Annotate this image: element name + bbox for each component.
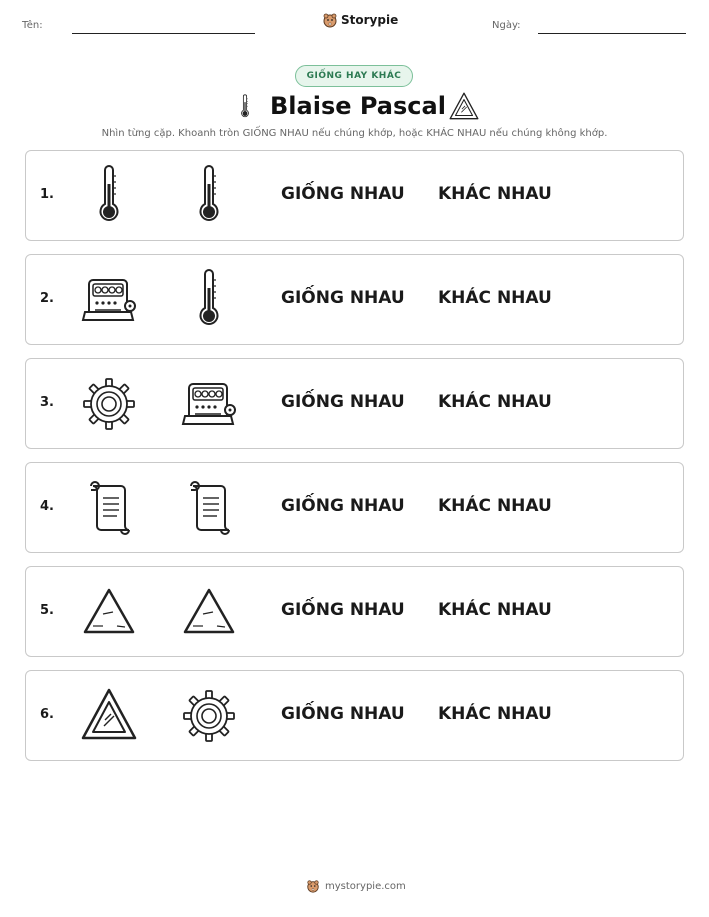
scroll-icon <box>77 476 141 540</box>
different-option[interactable]: KHÁC NHAU <box>438 600 552 620</box>
same-option[interactable]: GIỐNG NHAU <box>281 496 405 516</box>
beaver-icon <box>322 12 338 28</box>
name-line[interactable] <box>72 33 255 34</box>
question-number: 6. <box>40 707 54 722</box>
question-row <box>25 254 684 345</box>
calculator-icon <box>77 268 141 332</box>
calculator-icon <box>177 372 241 436</box>
scroll-icon <box>177 476 241 540</box>
gear-icon <box>177 684 241 748</box>
worksheet-badge: GIỐNG HAY KHÁC <box>295 65 413 87</box>
question-row <box>25 358 684 449</box>
storypie-logo <box>322 12 398 28</box>
question-row <box>25 462 684 553</box>
question-row <box>25 670 684 761</box>
question-row <box>25 566 684 657</box>
question-number: 4. <box>40 499 54 514</box>
different-option[interactable]: KHÁC NHAU <box>438 184 552 204</box>
triangle-icon <box>447 90 481 124</box>
question-number: 1. <box>40 187 54 202</box>
same-option[interactable]: GIỐNG NHAU <box>281 600 405 620</box>
question-row <box>25 150 684 241</box>
date-label: Ngày: <box>492 20 521 31</box>
same-option[interactable]: GIỐNG NHAU <box>281 704 405 724</box>
different-option[interactable]: KHÁC NHAU <box>438 496 552 516</box>
thermometer-icon <box>232 90 258 124</box>
same-option[interactable]: GIỐNG NHAU <box>281 184 405 204</box>
beaver-icon <box>306 879 320 893</box>
footer <box>306 879 406 893</box>
thermometer-icon <box>77 164 141 228</box>
question-number: 5. <box>40 603 54 618</box>
triangle-icon <box>77 580 141 644</box>
different-option[interactable]: KHÁC NHAU <box>438 392 552 412</box>
logo-text: Storypie <box>341 13 399 27</box>
page-title: Blaise Pascal <box>270 92 446 120</box>
different-option[interactable]: KHÁC NHAU <box>438 288 552 308</box>
same-option[interactable]: GIỐNG NHAU <box>281 288 405 308</box>
question-number: 3. <box>40 395 54 410</box>
gear-icon <box>77 372 141 436</box>
thermometer-icon <box>177 268 241 332</box>
footer-link[interactable]: mystorypie.com <box>325 880 406 892</box>
triangle-frame-icon <box>77 684 141 748</box>
triangle-icon <box>177 580 241 644</box>
name-label: Tên: <box>22 20 43 31</box>
date-line[interactable] <box>538 33 686 34</box>
instructions: Nhìn từng cặp. Khoanh tròn GIỐNG NHAU nếu chúng khớp, hoặc KHÁC NHAU nếu chúng không khớp. <box>101 128 608 139</box>
different-option[interactable]: KHÁC NHAU <box>438 704 552 724</box>
same-option[interactable]: GIỐNG NHAU <box>281 392 405 412</box>
question-number: 2. <box>40 291 54 306</box>
thermometer-icon <box>177 164 241 228</box>
